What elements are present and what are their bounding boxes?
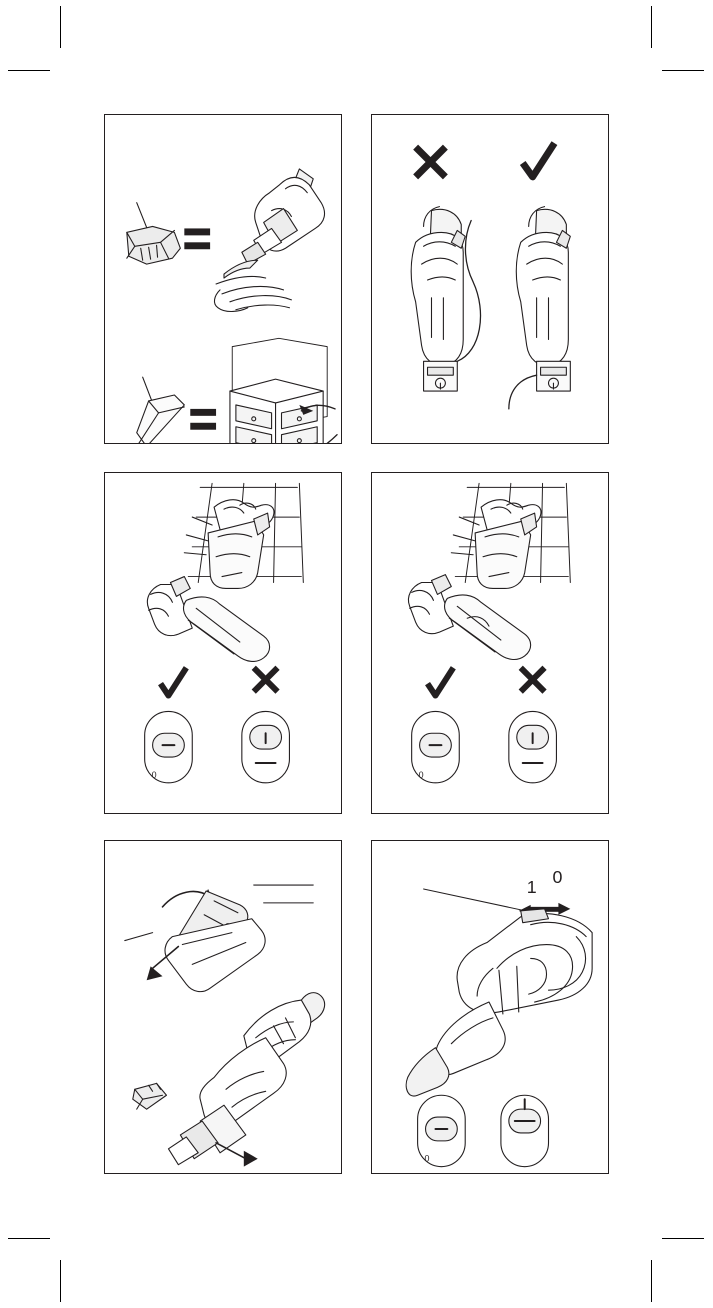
check-icon xyxy=(161,668,187,696)
panel-switch-positions-a xyxy=(104,472,342,814)
vacuum-charging-wrong xyxy=(411,207,480,391)
crop-mark-top-left-h xyxy=(8,70,50,71)
hand-holding-vacuum xyxy=(451,500,541,589)
crop-mark-bottom-left-h xyxy=(8,1238,50,1239)
dust-container xyxy=(165,919,265,992)
crop-mark-top-right-v xyxy=(651,6,652,48)
small-nozzle-part xyxy=(133,1083,167,1109)
crop-mark-bottom-right-v xyxy=(651,1260,652,1302)
switch-label-0: 0 xyxy=(424,1153,430,1164)
crop-mark-top-right-h xyxy=(662,70,704,71)
equals-sign-bottom xyxy=(190,409,216,430)
switch-on xyxy=(242,711,290,782)
panel-switch-positions-b xyxy=(371,472,609,814)
panel-slide-switch-detail xyxy=(371,840,609,1174)
equals-sign-top xyxy=(184,228,210,249)
panel-filter-and-nozzle xyxy=(104,840,342,1174)
crop-mark-bottom-left-v xyxy=(60,1260,61,1302)
switch-off xyxy=(145,711,193,782)
cross-icon xyxy=(254,668,278,692)
vacuum-charging-right xyxy=(509,207,570,409)
switch-on xyxy=(501,1095,549,1166)
cross-icon xyxy=(416,147,446,177)
callout-label-0: 0 xyxy=(552,867,563,888)
switch-off xyxy=(412,711,460,782)
handheld-vacuum-body xyxy=(168,993,324,1165)
cross-icon xyxy=(521,668,545,692)
switch-off xyxy=(418,1095,466,1166)
switch-label-0: 0 xyxy=(151,769,157,780)
handheld-vacuum-on-floor xyxy=(214,169,324,312)
brush-nozzle-icon xyxy=(127,226,181,264)
callout-label-1: 1 xyxy=(526,876,537,897)
crevice-tool-icon xyxy=(137,395,185,443)
handheld-vacuum-large xyxy=(406,909,592,1096)
hand-holding-vacuum xyxy=(184,500,274,589)
panel-grid xyxy=(104,114,609,1174)
switch-label-0: 0 xyxy=(418,769,424,780)
panel-accessory-equals-usage xyxy=(104,114,342,444)
handheld-vacuum-diagonal xyxy=(147,577,269,662)
check-icon xyxy=(523,143,555,177)
panel-charging-orientation xyxy=(371,114,609,444)
crop-mark-top-left-v xyxy=(60,6,61,48)
check-icon xyxy=(428,668,454,696)
switch-on xyxy=(509,711,557,782)
crop-mark-bottom-right-h xyxy=(662,1238,704,1239)
